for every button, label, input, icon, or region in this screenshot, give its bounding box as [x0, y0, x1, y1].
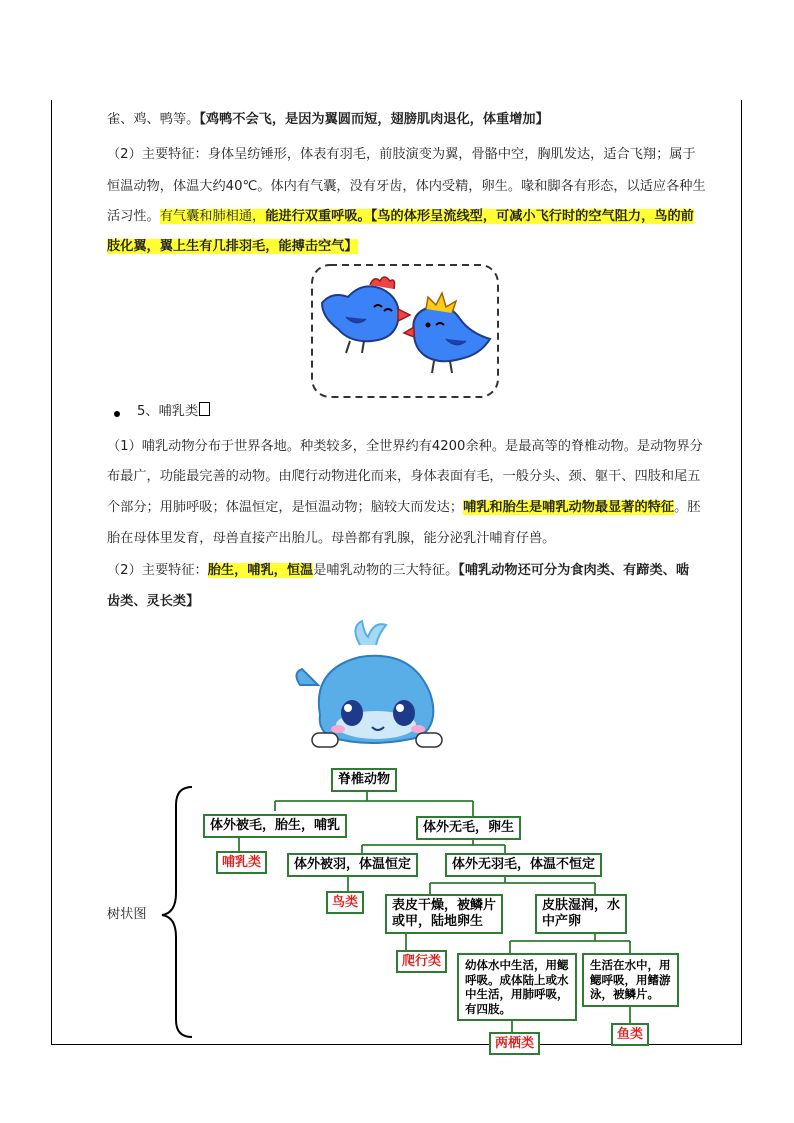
- tree-root: 脊椎动物: [331, 768, 397, 792]
- mammals-p1-line4: 胎在母体里发育，母兽直接产出胎儿。母兽都有乳腺，能分泌乳汁哺育仔兽。: [107, 531, 556, 546]
- tree-fish-class: 鱼类: [611, 1023, 649, 1046]
- birds-feature-line1: （2）主要特征：身体呈纺锤形，体表有羽毛，前肢演变为翼，骨骼中空，胸肌发达，适合飞翔；属于: [107, 147, 696, 162]
- tree-moist: 皮肤湿润，水 中产卵: [535, 894, 627, 934]
- tree-feather: 体外被羽，体温恒定: [287, 853, 418, 877]
- mammals-p2-line2: 齿类、灵长类】: [107, 594, 200, 609]
- birds-line0: 雀、鸡、鸭等。【鸡鸭不会飞，是因为翼圆而短，翅膀肌肉退化，体重增加】: [107, 112, 549, 127]
- mammals-p1-line3: 个部分；用肺呼吸；体温恒定，是恒温动物；脑较大而发达；哺乳和胎生是哺乳动物最显著的特征。胚: [107, 500, 701, 515]
- tree-reptile-class: 爬行类: [396, 950, 447, 973]
- birds-feature-line4: 肢化翼，翼上生有几排羽毛，能搏击空气】: [107, 239, 358, 254]
- tree-label: 树状图: [107, 907, 147, 922]
- birds-feature-line2: 恒温动物，体温大约40℃。体内有气囊，没有牙齿，体内受精，卵生。喙和脚各有形态，以适应各种生: [107, 179, 706, 194]
- mammals-p2-line1: （2）主要特征：胎生，哺乳，恒温是哺乳动物的三大特征。【哺乳动物还可分为食肉类、有蹄类、啮: [107, 563, 690, 578]
- placeholder-box-icon: [199, 402, 210, 416]
- tree-amph-desc: 幼体水中生活，用鳃 呼吸。成体陆上或水 中生活，用肺呼吸， 有四肢。: [457, 953, 577, 1021]
- mammals-p1-line1: （1）哺乳动物分布于世界各地。种类较多，全世界约有4200余种。是最高等的脊椎动物。是动物界分: [107, 439, 703, 454]
- tree-scale: 表皮干燥，被鳞片 或甲，陆地卵生: [385, 894, 503, 934]
- tree-bird-class: 鸟类: [326, 891, 364, 914]
- tree-hair: 体外被毛，胎生，哺乳: [203, 814, 347, 838]
- birds-feature-line3: 活习性。有气囊和肺相通，能进行双重呼吸。【鸟的体形呈流线型，可减小飞行时的空气阻力，鸟的前: [107, 209, 694, 224]
- tree-mammal-class: 哺乳类: [216, 851, 267, 874]
- tree-nohair: 体外无毛，卵生: [416, 816, 521, 840]
- bird-illustration-icon: [310, 263, 500, 399]
- bullet-icon: [114, 411, 120, 417]
- tree-fish-desc: 生活在水中，用 鳃呼吸，用鳍游 泳，被鳞片。: [582, 953, 679, 1007]
- whale-illustration-icon: [290, 615, 450, 755]
- mammals-heading: 5、哺乳类: [137, 402, 210, 422]
- mammals-p1-line2: 布最广，功能最完善的动物。由爬行动物进化而来，身体表面有毛，一般分头、颈、躯干、四肢和尾五: [107, 469, 701, 484]
- tree-nofeather: 体外无羽毛，体温不恒定: [445, 853, 602, 877]
- tree-amphibian-class: 两栖类: [489, 1032, 540, 1055]
